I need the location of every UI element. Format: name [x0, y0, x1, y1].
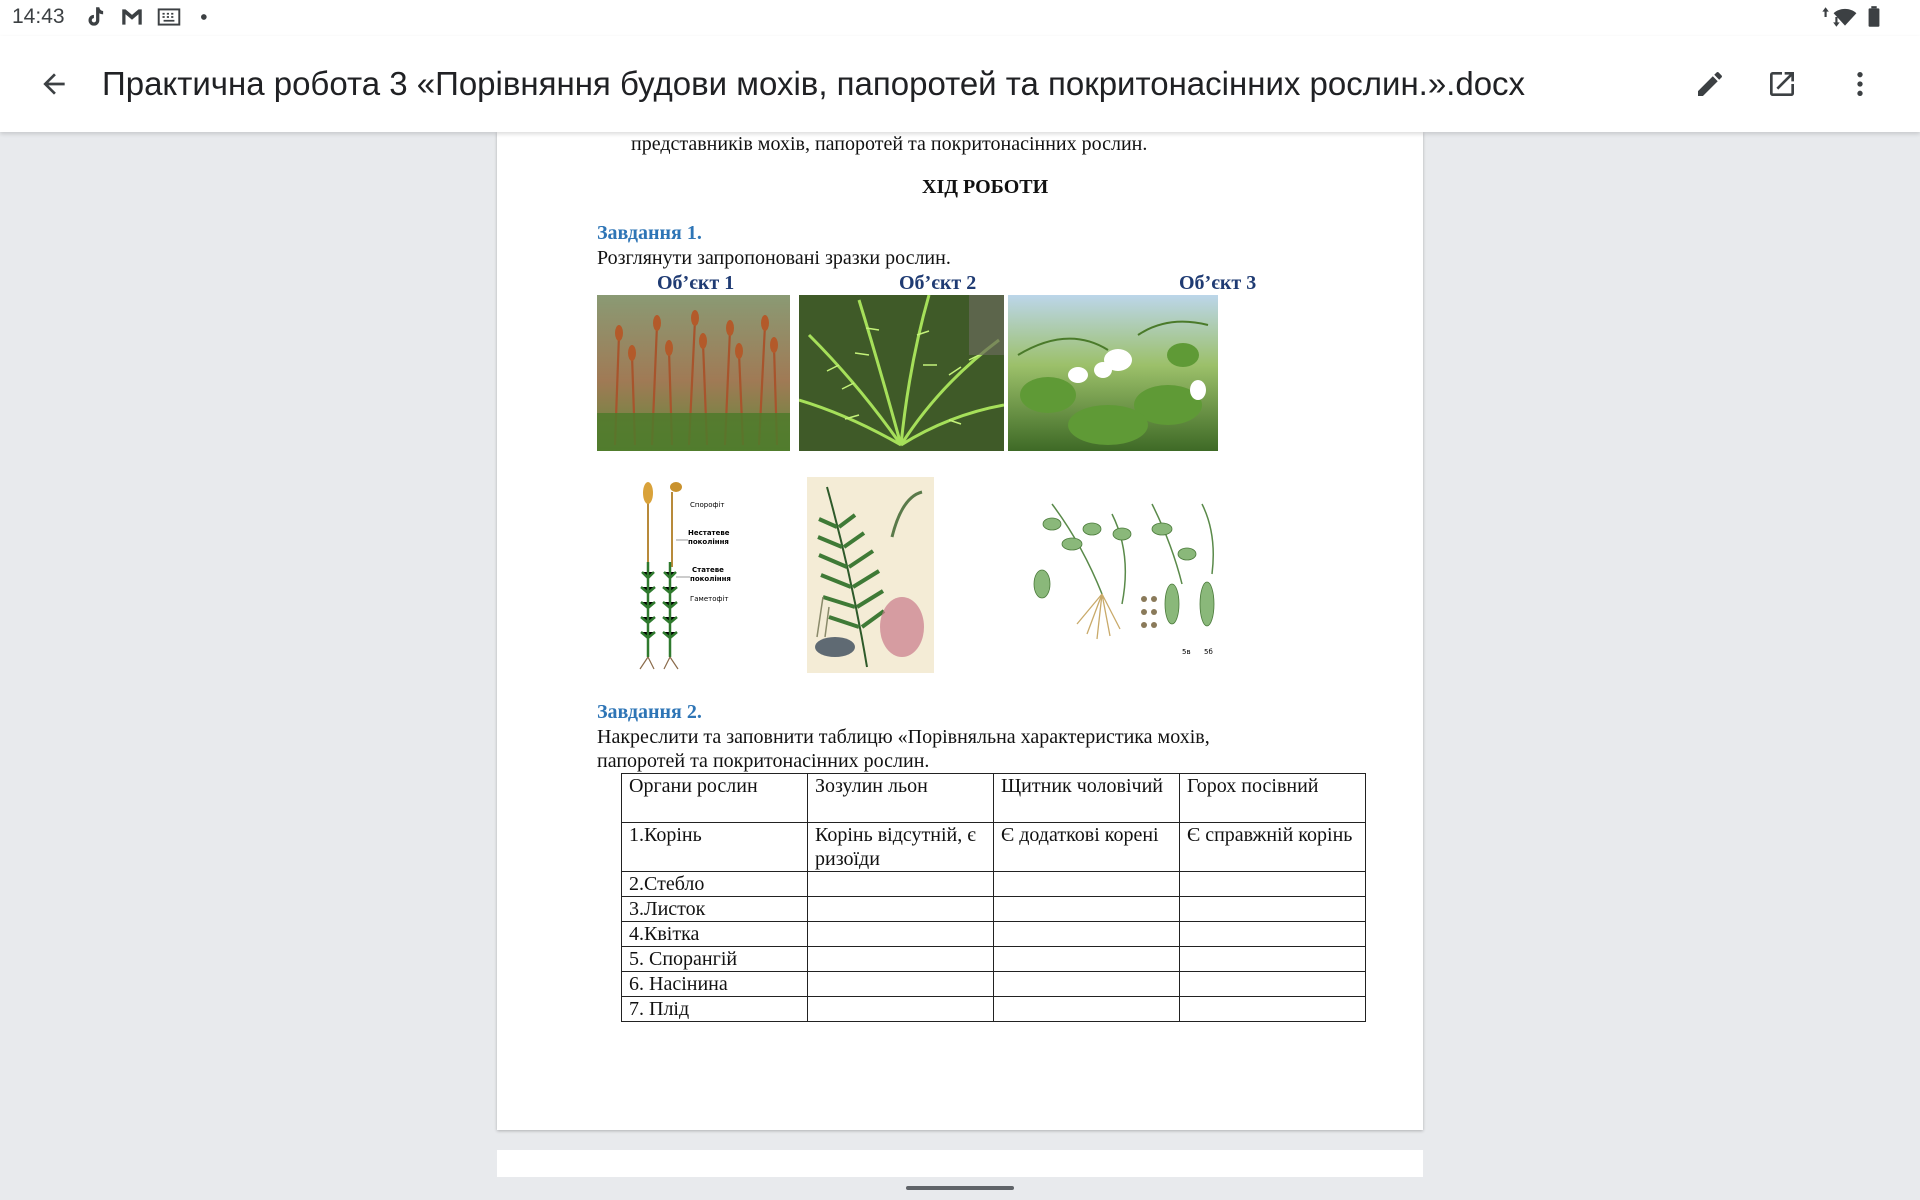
- open-externally-button[interactable]: [1758, 60, 1806, 108]
- more-vert-icon: [1844, 68, 1876, 100]
- moss-label-sexual-1: Статеве: [692, 566, 724, 574]
- pea-illustration: [1022, 484, 1232, 669]
- table-cell: [994, 872, 1180, 897]
- table-cell: 4.Квітка: [622, 922, 808, 947]
- table-cell: [994, 947, 1180, 972]
- table-cell: Є додаткові корені: [994, 823, 1180, 872]
- pea-label-5b: 5б: [1204, 648, 1213, 656]
- table-cell: [994, 972, 1180, 997]
- edit-button[interactable]: [1686, 60, 1734, 108]
- moss-diagram: [632, 477, 732, 677]
- intro-line: представників мохів, папоротей та покритонасінних рослин.: [631, 133, 1148, 155]
- table-cell: [808, 872, 994, 897]
- table-cell: [808, 997, 994, 1022]
- table-cell: [808, 972, 994, 997]
- table-cell: [808, 922, 994, 947]
- moss-label-sporophyte: Спорофіт: [690, 501, 725, 509]
- table-cell: Є справжній корінь: [1180, 823, 1366, 872]
- pencil-icon: [1694, 68, 1726, 100]
- pea-label-5v: 5в: [1182, 648, 1191, 656]
- table-cell: [1180, 947, 1366, 972]
- tiktok-icon: [82, 4, 108, 30]
- table-cell: 6. Насінина: [622, 972, 808, 997]
- table-row: [622, 972, 1366, 997]
- table-cell: 7. Плід: [622, 997, 808, 1022]
- status-time: 14:43: [12, 5, 65, 28]
- table-row: [622, 947, 1366, 972]
- object1-label: Об’єкт 1: [657, 272, 735, 294]
- table-row: [622, 823, 1366, 872]
- open-external-icon: [1766, 68, 1798, 100]
- battery-icon: [1861, 4, 1887, 30]
- moss-label-asexual-1: Нестатеве: [688, 529, 730, 537]
- task1-text: Розглянути запропоновані зразки рослин.: [597, 247, 951, 269]
- table-cell: [1180, 972, 1366, 997]
- moss-label-gametophyte: Гаметофіт: [690, 595, 729, 603]
- app-bar: [0, 36, 1920, 132]
- moss-label-asexual-2: покоління: [688, 538, 729, 546]
- navigation-gesture-handle[interactable]: [906, 1186, 1014, 1190]
- table-row: [622, 922, 1366, 947]
- table-header-cell: Органи рослин: [622, 774, 808, 823]
- table-cell: 3.Листок: [622, 897, 808, 922]
- task2-text-line1: Накреслити та заповнити таблицю «Порівняльна характеристика мохів,: [597, 726, 1210, 748]
- document-page-next: [497, 1150, 1423, 1177]
- object2-label: Об’єкт 2: [899, 272, 977, 294]
- table-cell: [1180, 922, 1366, 947]
- table-cell: [994, 897, 1180, 922]
- arrow-back-icon: [38, 68, 70, 100]
- document-viewer[interactable]: [0, 132, 1920, 1177]
- object3-label: Об’єкт 3: [1179, 272, 1257, 294]
- document-page: [497, 132, 1423, 1130]
- table-cell: 1.Корінь: [622, 823, 808, 872]
- table-cell: [994, 997, 1180, 1022]
- notification-dot-icon: [193, 4, 219, 30]
- table-row: [622, 897, 1366, 922]
- keyboard-icon: [156, 4, 182, 30]
- document-title: Практична робота 3 «Порівняння будови мохів, папоротей та покритонасінних рослин.».docx: [102, 65, 1526, 102]
- comparison-table: [621, 773, 1366, 1022]
- moss-label-sexual-2: покоління: [690, 575, 731, 583]
- table-cell: [1180, 872, 1366, 897]
- table-header-cell: Горох посівний: [1180, 774, 1366, 823]
- table-header-row: [622, 774, 1366, 823]
- wifi-icon: [1832, 4, 1858, 30]
- table-header-cell: Зозулин льон: [808, 774, 994, 823]
- back-button[interactable]: [30, 60, 78, 108]
- task2-heading: Завдання 2.: [597, 701, 702, 723]
- table-cell: Корінь відсутній, є ризоїди: [808, 823, 994, 872]
- table-cell: [1180, 897, 1366, 922]
- gmail-icon: [119, 4, 145, 30]
- moss-photo: [597, 295, 790, 451]
- section-heading: ХІД РОБОТИ: [922, 176, 1049, 198]
- more-options-button[interactable]: [1836, 60, 1884, 108]
- table-row: [622, 997, 1366, 1022]
- fern-illustration: [807, 477, 934, 673]
- table-header-cell: Щитник чоловічий: [994, 774, 1180, 823]
- table-cell: [1180, 997, 1366, 1022]
- table-cell: [808, 897, 994, 922]
- table-cell: [808, 947, 994, 972]
- table-cell: [994, 922, 1180, 947]
- table-row: [622, 872, 1366, 897]
- table-cell: 5. Спорангій: [622, 947, 808, 972]
- task1-heading: Завдання 1.: [597, 222, 702, 244]
- fern-photo: [799, 295, 1004, 451]
- pea-photo: [1008, 295, 1218, 451]
- table-cell: 2.Стебло: [622, 872, 808, 897]
- task2-text-line2: папоротей та покритонасінних рослин.: [597, 750, 930, 772]
- status-bar: [0, 0, 1920, 36]
